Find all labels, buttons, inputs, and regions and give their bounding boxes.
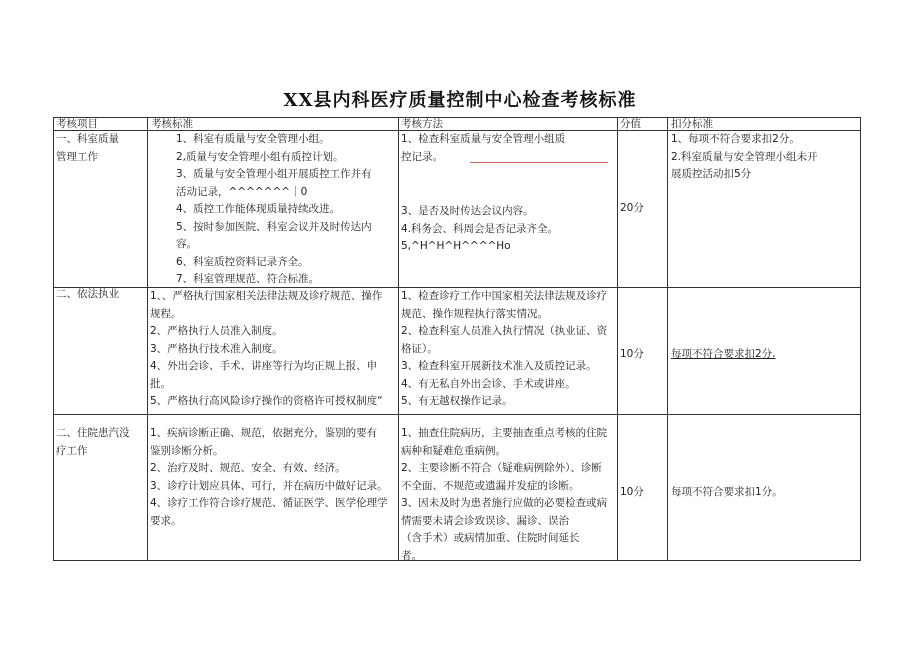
header-item: 考核项目 <box>56 118 98 130</box>
row2-item: 二、依法执业 <box>56 288 119 300</box>
page-title: XX县内科医疗质量控制中心检查考核标准 <box>283 90 637 111</box>
row3-deduction: 每项不符合要求扣1分。 <box>671 486 783 498</box>
row1-item: 一、科室质量 管理工作 <box>56 133 119 163</box>
row2-score: 10分 <box>620 348 644 360</box>
row1-deduction: 1、每项不符合要求扣2分。 2.科室质量与安全管理小组未开 展质控活动扣5分 <box>671 133 818 180</box>
header-standard: 考核标准 <box>151 118 193 130</box>
row3-method: 1、抽查住院病历，主要抽查重点考核的住院 病种和疑难危重病例。 2、主要诊断不符合（疑难病例除外）、诊断 不全面、不规范或遗漏并发症的诊断。 3、因未及时为患者施行应做的必要检查或病 情需要未请会诊致误诊、漏诊、误治 （含手术）或病情加重、住院时间延长 者。 <box>401 427 608 562</box>
red-underline <box>470 162 608 163</box>
row3-item: 二、住院患汽没 疗工作 <box>56 427 130 457</box>
row1-method-part1: 1、检查科室质量与安全管理小组质 控记录。 <box>401 133 566 163</box>
header-deduction: 扣分标准 <box>671 118 713 130</box>
row2-method: 1、检查诊疗工作中国家相关法律法规及诊疗 规范、操作规程执行落实情况。 2、检查科室人员准入执行情况（执业证、资 格证）。 3、检查科室开展新技术准入及质控记录。 4、有无私自外出会诊、手术或讲座。 5、有无越权操作记录。 <box>401 290 608 407</box>
row3-score: 10分 <box>620 486 644 498</box>
header-score: 分值 <box>620 118 641 130</box>
row3-standard: 1、疾病诊断正确、规范，依据充分，鉴别的要有 鉴别诊断分析。 2、治疗及时、规范、安全、有效、经济。 3、诊疗计划应具体、可行，并在病历中做好记录。 4、诊疗工作符合诊疗规范、循证医学、医学伦理学 要求。 <box>150 427 388 527</box>
row2-deduction: 每项不符合要求扣2分. <box>671 348 776 360</box>
row2-standard: 1、、严格执行国家相关法律法规及诊疗规范、操作 规程。 2、严格执行人员准入制度。 3、严格执行技术准入制度。 4、外出会诊、手术、讲座等行为均正规上报、申 批。 5、严格执行高风险诊疗操作的资格许可授权制度“ <box>150 290 383 407</box>
row1-standard: 1、科室有质量与安全管理小组。 2,质量与安全管理小组有质控计划。 3、质量与安全管理小组开展质控工作并有 活动记录，^^^^^^^｜0 4、质控工作能体现质量持续改进。 5、按时参加医院、科室会议并及时传达内 容。 6、科室质控资料记录齐全。 7、科室管理规范、符合标准。 <box>176 133 372 285</box>
row1-method-part2: 3、是否及时传达会议内容。 4.科务会、科周会是否记录齐全。 5,^H^H^H^^^^Ho <box>401 205 559 252</box>
header-method: 考核方法 <box>401 118 443 130</box>
row1-score: 20分 <box>620 202 644 214</box>
